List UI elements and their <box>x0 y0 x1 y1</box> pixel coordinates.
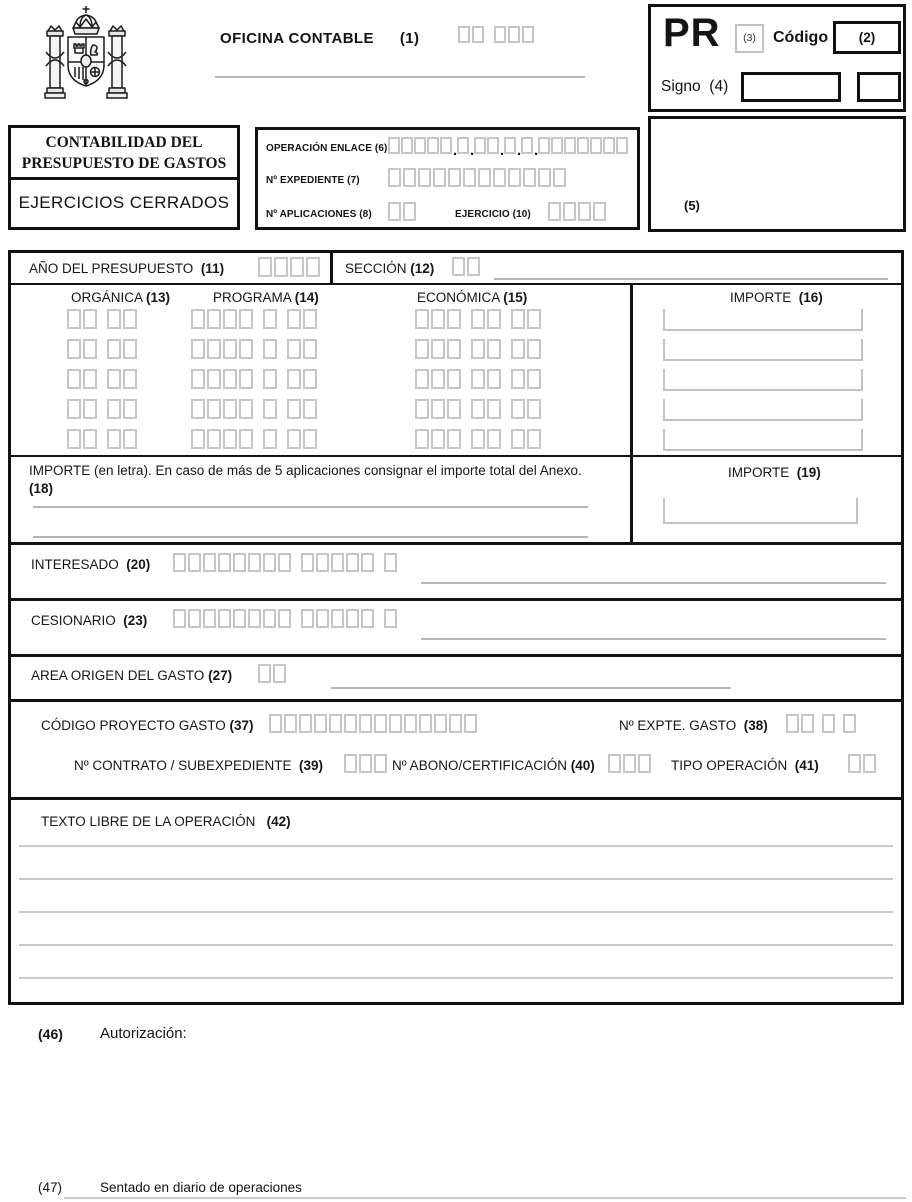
importe-field-row-5[interactable] <box>663 429 863 451</box>
importe-field-row-1[interactable] <box>663 309 863 331</box>
num-aplicaciones-label: Nº APLICACIONES (8) <box>266 209 372 220</box>
importe-letra-label: IMPORTE (en letra). En caso de más de 5 aplicaciones consignar el importe total del Anexo. <box>29 463 582 478</box>
tipo-operacion-label: TIPO OPERACIÓN (41) <box>671 758 819 773</box>
importe-field-row-2[interactable] <box>663 339 863 361</box>
application-row-4 <box>11 399 901 421</box>
ejercicio-label: EJERCICIO (10) <box>455 209 531 220</box>
seccion-line[interactable] <box>494 278 888 280</box>
signo-text: Signo <box>661 78 701 95</box>
oficina-contable-line[interactable] <box>215 76 585 78</box>
texto-libre-line-4[interactable] <box>19 944 893 946</box>
signo-label <box>661 78 728 96</box>
section-aplicaciones <box>11 285 901 457</box>
title-block <box>8 125 240 230</box>
económica-boxes-row-5[interactable] <box>415 429 543 449</box>
ejercicio-boxes[interactable] <box>548 202 608 221</box>
codigo-proyecto-boxes[interactable] <box>269 714 479 733</box>
orgánica-boxes-row-1[interactable] <box>67 309 139 329</box>
section-interesado <box>11 545 901 601</box>
cesionario-label: CESIONARIO (23) <box>31 613 148 628</box>
importe-letra-line-1[interactable] <box>33 506 588 508</box>
texto-libre-label: TEXTO LIBRE DE LA OPERACIÓN (42) <box>41 814 291 829</box>
form-title-line2: PRESUPUESTO DE GASTOS <box>21 154 227 172</box>
form-title-line1: CONTABILIDAD DEL <box>45 134 203 151</box>
económica-boxes-row-3[interactable] <box>415 369 543 389</box>
vertical-divider <box>330 253 333 283</box>
area-origen-label: AREA ORIGEN DEL GASTO (27) <box>31 668 233 683</box>
texto-libre-line-5[interactable] <box>19 977 893 979</box>
field-3-box[interactable]: (3) <box>735 24 764 53</box>
field-5-num: (5) <box>684 198 700 213</box>
codigo-field[interactable]: (2) <box>833 21 901 54</box>
cesionario-line[interactable] <box>421 638 886 640</box>
ano-presupuesto-boxes[interactable] <box>258 257 322 277</box>
application-row-5 <box>11 429 901 451</box>
económica-boxes-row-1[interactable] <box>415 309 543 329</box>
económica-boxes-row-2[interactable] <box>415 339 543 359</box>
application-row-3 <box>11 369 901 391</box>
oficina-contable-boxes[interactable] <box>458 26 536 43</box>
aplicaciones-rows <box>11 285 901 455</box>
field-5-box[interactable] <box>648 116 906 232</box>
oficina-contable-label <box>220 30 419 47</box>
importe-letra-line-2[interactable] <box>33 536 588 538</box>
importe-field-row-3[interactable] <box>663 369 863 391</box>
num-expediente-boxes[interactable] <box>388 168 568 187</box>
oficina-contable-num: (1) <box>399 30 420 47</box>
sentado-line[interactable] <box>64 1197 906 1199</box>
expte-gasto-boxes[interactable] <box>786 714 858 733</box>
interesado-line[interactable] <box>421 582 886 584</box>
interesado-label: INTERESADO (20) <box>31 557 151 572</box>
organica-header: ORGÁNICA (13) <box>71 290 171 305</box>
application-row-2 <box>11 339 901 361</box>
operacion-enlace-boxes[interactable]: . . . . . <box>388 137 629 154</box>
programa-boxes-row-5[interactable] <box>191 429 319 449</box>
area-origen-line[interactable] <box>331 687 731 689</box>
section-texto-libre <box>11 800 901 1002</box>
seccion-boxes[interactable] <box>452 257 482 276</box>
programa-boxes-row-2[interactable] <box>191 339 319 359</box>
section-importe-letra <box>11 457 901 545</box>
cesionario-boxes[interactable] <box>173 609 399 628</box>
orgánica-boxes-row-2[interactable] <box>67 339 139 359</box>
tipo-operacion-boxes[interactable] <box>848 754 878 773</box>
autorizacion-label: Autorización: <box>100 1025 187 1042</box>
num-aplicaciones-boxes[interactable] <box>388 202 418 221</box>
ano-presupuesto-label: AÑO DEL PRESUPUESTO (11) <box>29 261 225 276</box>
expte-gasto-label: Nº EXPTE. GASTO (38) <box>619 718 768 733</box>
codigo-proyecto-label: CÓDIGO PROYECTO GASTO (37) <box>41 718 254 733</box>
signo-num: (4) <box>709 78 729 95</box>
texto-libre-lines <box>11 800 901 1002</box>
pr-code: PR <box>663 11 721 55</box>
programa-boxes-row-1[interactable] <box>191 309 319 329</box>
importe-header: IMPORTE (16) <box>730 290 823 305</box>
texto-libre-line-1[interactable] <box>19 845 893 847</box>
interesado-boxes[interactable] <box>173 553 399 572</box>
importe-letra-num: (18) <box>29 481 54 496</box>
seccion-label: SECCIÓN (12) <box>345 261 435 276</box>
programa-boxes-row-4[interactable] <box>191 399 319 419</box>
sentado-num: (47) <box>38 1180 63 1195</box>
importe-field-row-4[interactable] <box>663 399 863 421</box>
num-expediente-label: Nº EXPEDIENTE (7) <box>266 175 360 186</box>
orgánica-boxes-row-5[interactable] <box>67 429 139 449</box>
section-area-origen <box>11 657 901 702</box>
oficina-contable-text: OFICINA CONTABLE <box>220 30 374 47</box>
signo-field-2[interactable] <box>857 72 901 102</box>
section-cesionario <box>11 601 901 657</box>
section-ano-seccion <box>11 253 901 285</box>
económica-boxes-row-4[interactable] <box>415 399 543 419</box>
area-origen-boxes[interactable] <box>258 664 288 683</box>
abono-label: Nº ABONO/CERTIFICACIÓN (40) <box>392 758 595 773</box>
pr-code-box <box>648 4 906 112</box>
application-row-1 <box>11 309 901 331</box>
importe-19-field[interactable] <box>663 498 858 524</box>
abono-boxes[interactable] <box>608 754 653 773</box>
contrato-boxes[interactable] <box>344 754 389 773</box>
section-proyecto <box>11 702 901 800</box>
programa-header: PROGRAMA (14) <box>213 290 319 305</box>
importe-19-label: IMPORTE (19) <box>728 465 821 480</box>
orgánica-boxes-row-4[interactable] <box>67 399 139 419</box>
enlace-block <box>255 127 640 230</box>
autorizacion-num: (46) <box>38 1026 63 1042</box>
texto-libre-line-2[interactable] <box>19 878 893 880</box>
main-form-box <box>8 250 904 1005</box>
orgánica-boxes-row-3[interactable] <box>67 369 139 389</box>
signo-field[interactable] <box>741 72 841 102</box>
texto-libre-line-3[interactable] <box>19 911 893 913</box>
form-title <box>11 128 237 180</box>
vertical-divider <box>630 285 633 545</box>
operacion-enlace-label: OPERACIÓN ENLACE (6) <box>266 143 388 154</box>
codigo-label: Código <box>773 29 829 46</box>
contrato-label: Nº CONTRATO / SUBEXPEDIENTE (39) <box>74 758 323 773</box>
sentado-label: Sentado en diario de operaciones <box>100 1180 302 1195</box>
spain-coat-of-arms-icon <box>38 4 134 116</box>
form-subtitle: EJERCICIOS CERRADOS <box>18 193 230 212</box>
economica-header: ECONÓMICA (15) <box>417 290 528 305</box>
programa-boxes-row-3[interactable] <box>191 369 319 389</box>
